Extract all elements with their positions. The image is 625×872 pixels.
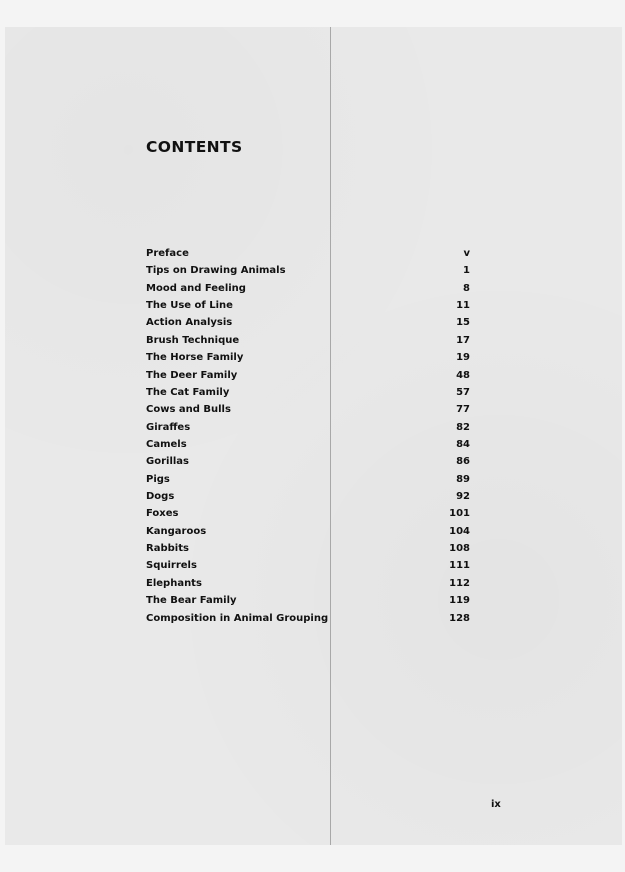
entry-page-number: v	[463, 248, 470, 259]
entry-title: Preface	[146, 248, 189, 259]
entry-page-number: 104	[449, 525, 470, 537]
entry-title: Pigs	[146, 473, 170, 485]
entry-title: Cows and Bulls	[146, 404, 231, 416]
entry-title: Squirrels	[146, 560, 197, 572]
table-of-contents	[146, 245, 470, 627]
entry-page-number: 86	[456, 456, 470, 468]
entry-title: The Horse Family	[146, 352, 244, 364]
entry-page-number: 84	[456, 438, 470, 450]
entry-page-number: 111	[449, 560, 470, 572]
entry-page-number: 19	[456, 352, 470, 364]
toc-entry	[146, 575, 470, 592]
entry-title: Giraffes	[146, 421, 191, 433]
entry-title: Kangaroos	[146, 525, 207, 537]
entry-title: Gorillas	[146, 456, 189, 468]
entry-title: Foxes	[146, 508, 179, 520]
toc-entry	[146, 419, 470, 436]
entry-title: The Cat Family	[146, 386, 230, 398]
entry-title: The Use of Line	[146, 300, 233, 312]
entry-page-number: 15	[456, 317, 470, 329]
toc-entry	[146, 471, 470, 488]
entry-page-number: 101	[449, 508, 470, 520]
toc-entry	[146, 436, 470, 453]
entry-page-number: 17	[456, 334, 470, 346]
entry-title: Tips on Drawing Animals	[146, 265, 286, 277]
toc-entry	[146, 488, 470, 505]
entry-page-number: 1	[463, 265, 470, 277]
entry-title: Brush Technique	[146, 334, 240, 346]
entry-page-number: 128	[449, 612, 470, 624]
toc-entry	[146, 401, 470, 418]
toc-entry	[146, 297, 470, 314]
toc-entry	[146, 610, 470, 627]
entry-page-number: 89	[456, 473, 470, 485]
toc-entry	[146, 367, 470, 384]
entry-title: Composition in Animal Grouping	[146, 612, 329, 624]
entry-title: Camels	[146, 438, 187, 450]
entry-title: Dogs	[146, 491, 175, 503]
toc-entry	[146, 349, 470, 366]
toc-entry	[146, 557, 470, 574]
entry-page-number: 48	[456, 369, 470, 381]
entry-page-number: 82	[456, 421, 470, 433]
entry-title: Rabbits	[146, 543, 189, 555]
toc-entry	[146, 314, 470, 331]
toc-entry	[146, 592, 470, 609]
entry-page-number: 112	[449, 577, 470, 589]
toc-entry	[146, 332, 470, 349]
entry-title: Action Analysis	[146, 317, 233, 329]
toc-entry	[146, 384, 470, 401]
toc-entry	[146, 262, 470, 279]
entry-title: Elephants	[146, 577, 202, 589]
page-number: ix	[491, 799, 501, 810]
entry-page-number: 57	[456, 386, 470, 398]
entry-page-number: 11	[456, 300, 470, 312]
toc-entry	[146, 280, 470, 297]
toc-entry	[146, 540, 470, 557]
entry-page-number: 8	[463, 282, 470, 294]
entry-page-number: 92	[456, 491, 470, 503]
toc-entry	[146, 523, 470, 540]
toc-entry	[146, 453, 470, 470]
entry-title: Mood and Feeling	[146, 282, 246, 294]
entry-title: The Deer Family	[146, 369, 238, 381]
toc-entry	[146, 245, 470, 262]
toc-entry	[146, 505, 470, 522]
entry-page-number: 119	[449, 595, 470, 607]
entry-page-number: 77	[456, 404, 470, 416]
contents-heading: CONTENTS	[146, 138, 243, 156]
entry-title: The Bear Family	[146, 595, 237, 607]
entry-page-number: 108	[449, 543, 470, 555]
